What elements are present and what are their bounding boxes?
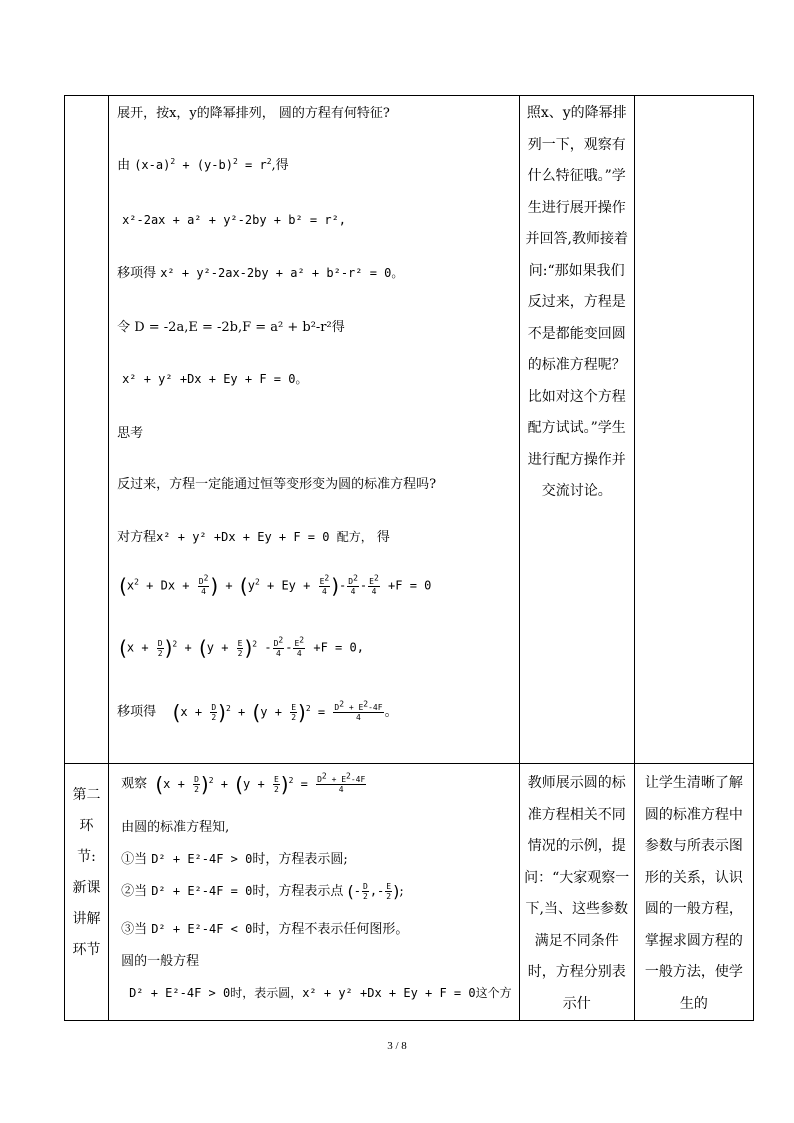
page-number: 3 / 8 xyxy=(387,1040,407,1052)
equation-line: (x + $\frac{D}{2}$ )$^2$ + (y + $\frac{E}{2}$ )$^2$ - $\frac{D^2}{4}$ - $\frac{E^2}{4}$ +F = 0, xyxy=(119,634,364,660)
content-cell xyxy=(109,764,520,1021)
purpose-cell xyxy=(634,764,753,1021)
activity-text: 教师展示圆的标准方程相关不同情况的示例，提问：“大家观察一下,当、这些参数满足不同条件时，方程分别表示什 xyxy=(524,775,630,1012)
content-cell xyxy=(109,96,520,764)
stage-cell xyxy=(65,96,109,764)
equation-line: D² + E²-4F > 0时，表示圆，x² + y² +Dx + Ey + F = 0这个方 xyxy=(129,986,512,1000)
activity-text: 照x、y的降幂排列一下，观察有什么特征哦。”学生进行展开操作并回答,教师接着问:“那如果我们反过来，方程是不是都能变回圆的标准方程呢？比如对这个方程配方试试。”学生进行配方操作并交流讨论。 xyxy=(525,105,628,499)
equation-line: x² + y² +Dx + Ey + F = 0。 xyxy=(122,372,308,386)
equation-line: 观察 (x + $\frac{D}{2}$ )$^2$ + (y + $\frac{E}{2}$ )$^2$ = $\frac{D^2 + E^2-4F}{4}$ xyxy=(121,770,366,796)
stage-label: 第二环节:新课讲解环节 xyxy=(72,787,101,958)
equation-line: 由 $(x-a)^2 + (y-b)^2 = r^2$,得 xyxy=(117,157,289,173)
text-line: 思考 xyxy=(117,426,144,441)
stage-cell xyxy=(65,764,109,1021)
purpose-cell xyxy=(634,96,753,764)
lesson-table xyxy=(64,95,754,1021)
table-row xyxy=(65,764,754,1021)
equation-line: x²-2ax + a² + y²-2by + b² = r², xyxy=(122,213,347,227)
text-line: 反过来，方程一定能通过恒等变形变为圆的标准方程吗? xyxy=(117,477,437,492)
activity-cell xyxy=(519,96,634,764)
text-line: 展开，按x，y的降幂排列， 圆的方程有何特征? xyxy=(117,106,390,121)
purpose-text: 让学生清晰了解圆的标准方程中参数与所表示图形的关系，认识圆的一般方程，掌握求圆方程的一般方法，使学生的 xyxy=(644,775,743,1012)
case-line: ②当 D² + E²-4F = 0时，方程表示点 (- $\frac{D}{2}$ ,- $\frac{E}{2}$ ); xyxy=(121,882,404,901)
activity-cell xyxy=(519,764,634,1021)
case-line: ①当 D² + E²-4F > 0时，方程表示圆; xyxy=(121,852,348,867)
equation-line: 令 D = -2a,E = -2b,F = a² + b²-r²得 xyxy=(117,320,345,335)
equation-line: 对方程x² + y² +Dx + Ey + F = 0 配方， 得 xyxy=(117,530,390,545)
text-line: 由圆的标准方程知, xyxy=(121,820,230,835)
text-line: 圆的一般方程 xyxy=(121,954,200,969)
equation-line: 移项得 x² + y²-2ax-2by + a² + b²-r² = 0。 xyxy=(117,266,404,281)
equation-line: 移项得 (x + $\frac{D}{2}$ )$^2$ + (y + $\frac{E}{2}$ )$^2$ = $\frac{D^2 + E^2-4F}{4}$ 。 xyxy=(117,698,398,724)
table-row xyxy=(65,96,754,764)
case-line: ③当 D² + E²-4F < 0时，方程不表示任何图形。 xyxy=(121,922,409,937)
equation-line: ($x^2 + Dx$ + $\frac{D^2}{4}$ ) + ($y^2 + Ey$ + $\frac{E^2}{4}$ )- $\frac{D^2}{4}$ - $\frac{E^2}{4}$ +F = 0 xyxy=(119,572,432,598)
